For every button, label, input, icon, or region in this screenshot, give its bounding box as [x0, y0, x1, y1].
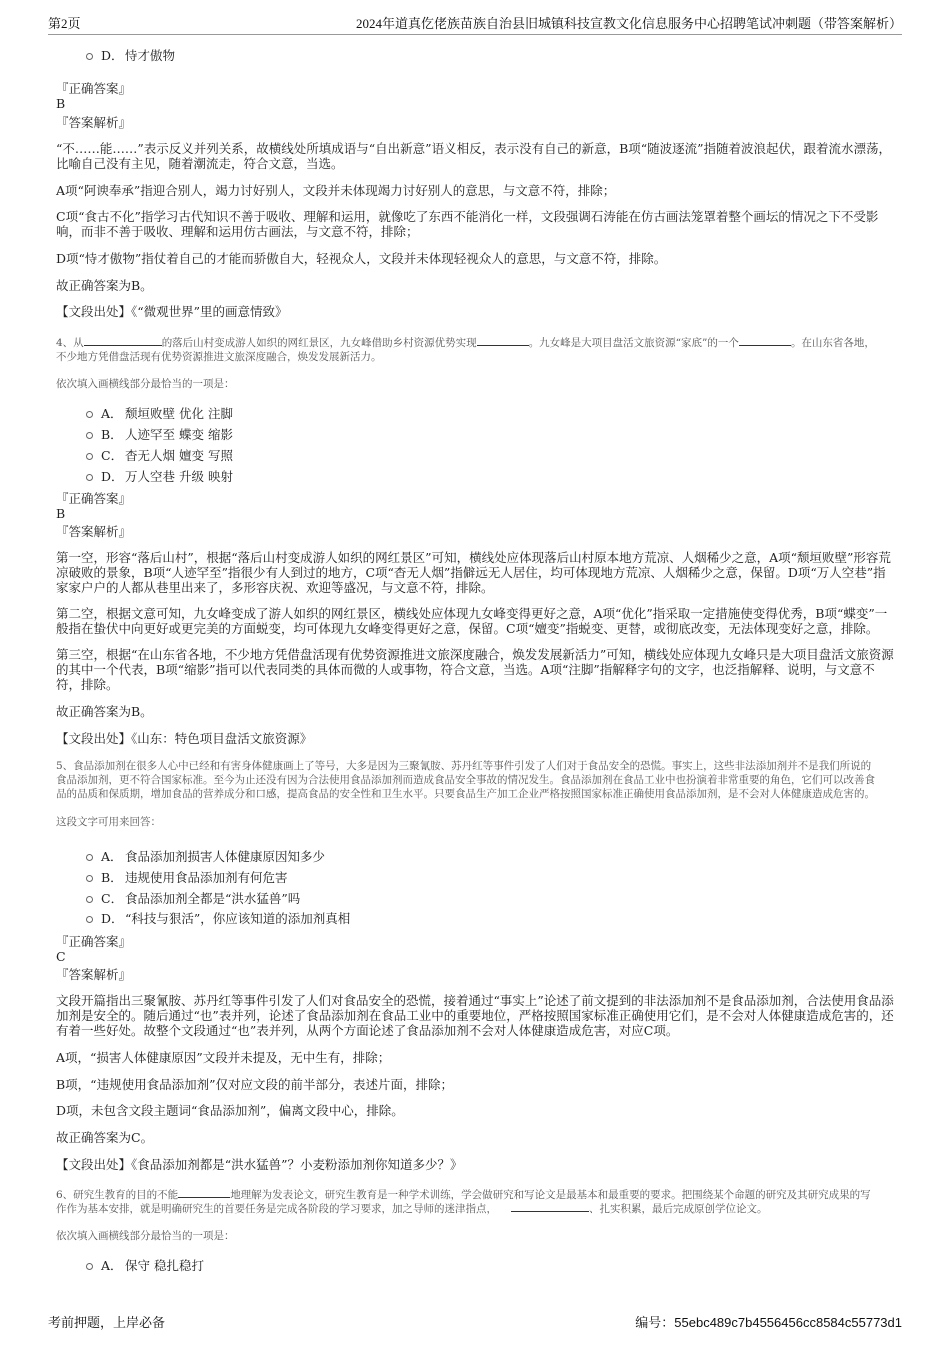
page-number: 第2页: [48, 16, 81, 31]
source-citation: 【文段出处】《山东：特色项目盘活文旅资源》: [56, 731, 313, 746]
q5-option-b[interactable]: B． 违规使用食品添加剂有何危害: [86, 870, 288, 885]
question-stem: 6、研究生教育的目的不能 地理解为发表论文，研究生教育是一种学术训练，学会做研究和写论文是最基本和最重要的要求。把围绕某个命题的研究及其研究成果的写: [56, 1189, 871, 1201]
q3-option-d[interactable]: D． 恃才傲物: [86, 48, 175, 63]
document-code: 编号：55ebc489c7b4556456cc8584c55773d1: [635, 1314, 902, 1331]
question-instruction: 这段文字可用来回答：: [56, 816, 161, 828]
analysis-paragraph: “不……能……”表示反义并列关系，故横线处所填成语与“自出新意”语义相反，表示没有自己的新意，B项“随波逐流”指随着波浪起伏，跟着流水漂荡，比喻自己没有主见，随着潮流走，符合文意，当选。: [56, 141, 892, 171]
analysis-paragraph: D项“恃才傲物”指仗着自己的才能而骄傲自大，轻视众人，文段并未体现轻视众人的意思，与文意不符，排除。: [56, 251, 667, 266]
q4-option-c[interactable]: C． 杳无人烟 嬗变 写照: [86, 448, 233, 463]
q5-option-a[interactable]: A． 食品添加剂损害人体健康原因知多少: [86, 849, 325, 864]
question-stem-line: 5、食品添加剂在很多人心中已经和有害身体健康画上了等号，大多是因为三聚氰胺、苏丹红等事件引发了人们对于食品安全的恐慌。事实上，这些非法添加剂并不是我们所说的: [56, 760, 872, 772]
q5-option-d[interactable]: D． “科技与狠活”，你应该知道的添加剂真相: [86, 911, 350, 926]
question-instruction: 依次填入画横线部分最恰当的一项是：: [56, 378, 235, 390]
answer-value: C: [56, 949, 66, 964]
question-instruction: 依次填入画横线部分最恰当的一项是：: [56, 1230, 235, 1242]
radio-icon[interactable]: [86, 916, 93, 923]
source-citation: 【文段出处】《食品添加剂都是“洪水猛兽”？小麦粉添加剂你知道多少？》: [56, 1157, 463, 1172]
answer-value: B: [56, 506, 66, 521]
question-stem-line: 品的品质和保质期，增加食品的营养成分和口感，提高食品的安全性和卫生水平。只要食品生产加工企业严格按照国家标准正确使用食品添加剂，是不会对人体健康造成危害的。: [56, 788, 875, 800]
analysis-paragraph: 第二空，根据文意可知，九女峰变成了游人如织的网红景区，横线处应体现九女峰变得更好之意，A项“优化”指采取一定措施使变得优秀，B项“蝶变”一般指在蛰伏中向更好或更完美的方面蜕变，均可体现九女峰变得更好之意，保留。C项“嬗变”指蜕变、更替，或彻底改变，无法体现变好之意，排除。: [56, 606, 888, 636]
radio-icon[interactable]: [86, 896, 93, 903]
analysis-paragraph: C项“食古不化”指学习古代知识不善于吸收、理解和运用，就像吃了东西不能消化一样，文段强调石涛能在仿古画法笼罩着整个画坛的情况之下不受影响，而非不善于吸收、理解和运用仿古画法，与文意不符，排除；: [56, 209, 879, 239]
q4-option-a[interactable]: A． 颓垣败壁 优化 注脚: [86, 406, 233, 421]
analysis-paragraph: A项“阿谀奉承”指迎合别人，竭力讨好别人，文段并未体现竭力讨好别人的意思，与文意不符，排除；: [56, 183, 616, 198]
answer-label: 『正确答案』: [56, 934, 132, 949]
analysis-paragraph: 故正确答案为B。: [56, 278, 153, 293]
answer-label: 『正确答案』: [56, 491, 132, 506]
answer-label: 『正确答案』: [56, 81, 132, 96]
radio-icon[interactable]: [86, 854, 93, 861]
radio-icon[interactable]: [86, 411, 93, 418]
analysis-paragraph: B项，“违规使用食品添加剂”仅对应文段的前半部分，表述片面，排除；: [56, 1077, 453, 1092]
question-stem-line: 作作为基本安排，就是明确研究生的首要任务是完成各阶段的学习要求，加之导师的迷津指点， 、扎实积累，最后完成原创学位论文。: [56, 1203, 768, 1215]
analysis-paragraph: 第三空，根据“在山东省各地，不少地方凭借盘活现有优势资源推进文旅深度融合，焕发发展新活力”可知，横线处应体现九女峰只是大项目盘活文旅资源的其中一个代表，B项“缩影”指可以代表同类的具体而微的人或事物，符合文意，当选。A项“注脚”指解释字句的文字，也泛指解释、说明，与文意不符，排除。: [56, 647, 894, 692]
analysis-paragraph: A项，“损害人体健康原因”文段并未提及，无中生有，排除；: [56, 1050, 391, 1065]
source-citation: 【文段出处】《“微观世界”里的画意情致》: [56, 304, 288, 319]
page-header: [48, 12, 902, 35]
page-footer: [48, 1312, 902, 1330]
q4-option-b[interactable]: B． 人迹罕至 蝶变 缩影: [86, 427, 233, 442]
analysis-label: 『答案解析』: [56, 967, 132, 982]
q4-option-d[interactable]: D． 万人空巷 升级 映射: [86, 469, 233, 484]
radio-icon[interactable]: [86, 432, 93, 439]
q6-option-a[interactable]: A． 保守 稳扎稳打: [86, 1258, 204, 1273]
radio-icon[interactable]: [86, 53, 93, 60]
radio-icon[interactable]: [86, 474, 93, 481]
analysis-paragraph: 故正确答案为C。: [56, 1130, 154, 1145]
question-stem-line: 不少地方凭借盘活现有优势资源推进文旅深度融合，焕发发展新活力。: [56, 351, 382, 363]
analysis-paragraph: 第一空，形容“落后山村”，根据“落后山村变成游人如织的网红景区”可知，横线处应体现落后山村原本地方荒凉、人烟稀少之意，A项“颓垣败壁”形容荒凉破败的景象，B项“人迹罕至”指很少有人到过的地方，C项“杳无人烟”指僻远无人居住，均可体现地方荒凉、人烟稀少之意，保留。D项“万人空巷”指家家户户的人都从巷里出来了，多形容庆祝、欢迎等盛况，与文意不符，排除。: [56, 550, 891, 595]
radio-icon[interactable]: [86, 875, 93, 882]
analysis-label: 『答案解析』: [56, 115, 132, 130]
question-stem: 4、从 的落后山村变成游人如织的网红景区，九女峰借助乡村资源优势实现 。九女峰是大项目盘活文旅资源“家底”的一个 。在山东省各地，: [56, 337, 875, 349]
radio-icon[interactable]: [86, 1263, 93, 1270]
analysis-label: 『答案解析』: [56, 524, 132, 539]
question-stem-line: 食品添加剂，更不符合国家标准。至今为止还没有因为合法使用食品添加剂而造成食品安全事故的情况发生。食品添加剂在食品工业中也扮演着非常重要的角色，它们可以改善食: [56, 774, 875, 786]
analysis-paragraph: 文段开篇指出三聚氰胺、苏丹红等事件引发了人们对食品安全的恐慌，接着通过“事实上”论述了前文提到的非法添加剂不是食品添加剂，合法使用食品添加剂是安全的。随后通过“也”表并列，论述了食品添加剂在食品工业中的重要地位，严格按照国家标准正确使用它们，是不会对人体健康造成危害的，还有着一些好处。故整个文段通过“也”表并列，从两个方面论述了食品添加剂不会对人体健康造成危害，对应C项。: [56, 993, 894, 1038]
answer-value: B: [56, 96, 66, 111]
document-title: 2024年道真仡佬族苗族自治县旧城镇科技宣教文化信息服务中心招聘笔试冲刺题（带答案解析）: [355, 16, 902, 31]
q5-option-c[interactable]: C． 食品添加剂全都是“洪水猛兽”吗: [86, 891, 300, 906]
analysis-paragraph: D项，未包含文段主题词“食品添加剂”，偏离文段中心，排除。: [56, 1103, 404, 1118]
radio-icon[interactable]: [86, 453, 93, 460]
footer-slogan: 考前押题，上岸必备: [48, 1315, 166, 1331]
analysis-paragraph: 故正确答案为B。: [56, 704, 153, 719]
